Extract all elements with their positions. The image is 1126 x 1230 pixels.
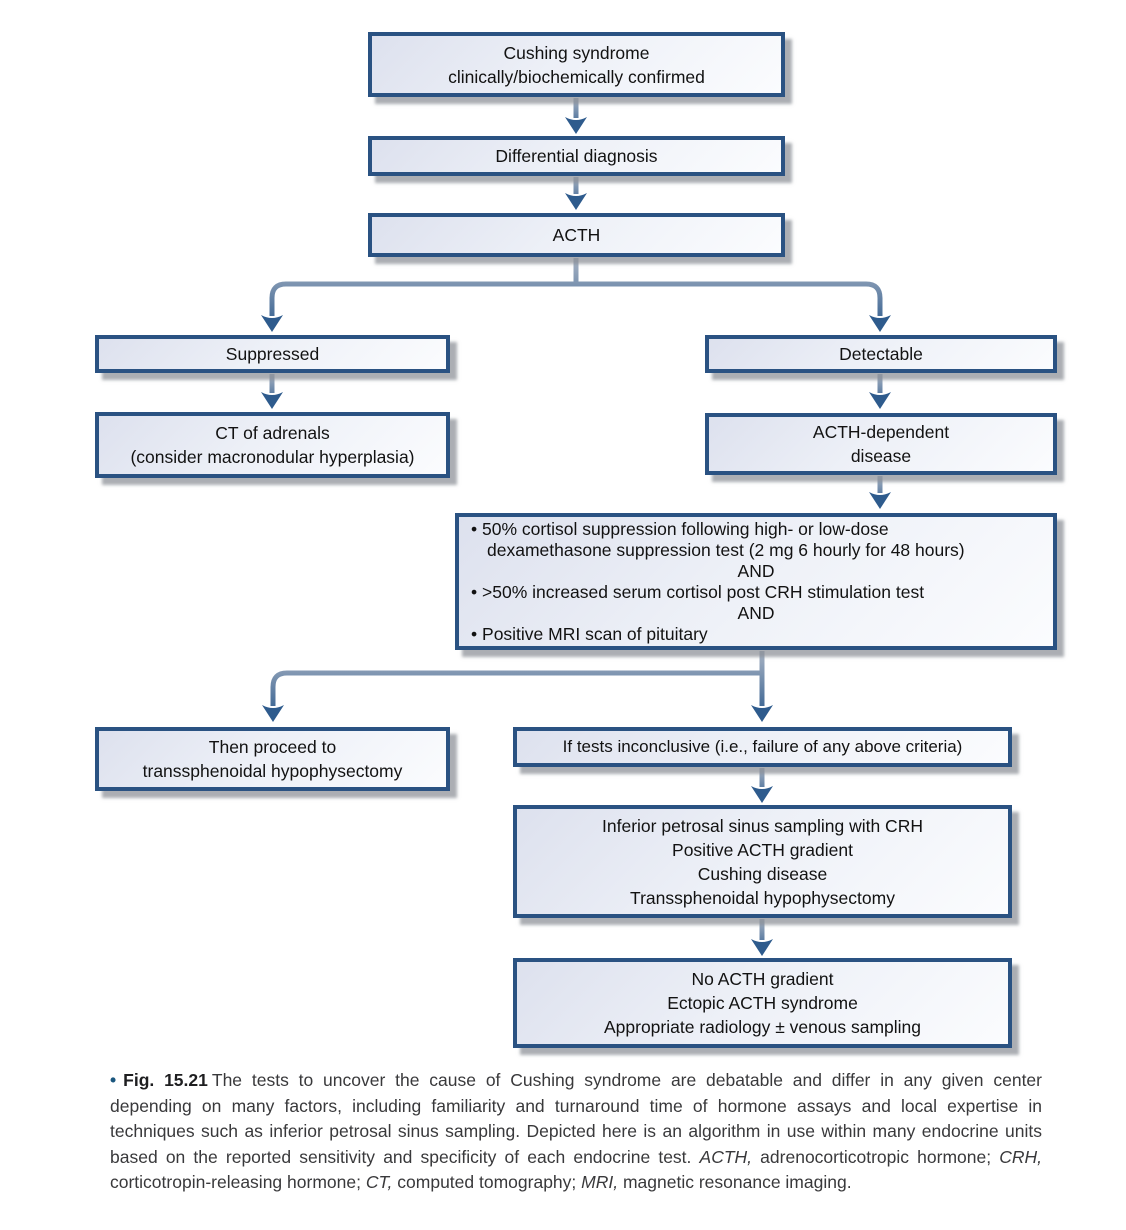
node-line: Positive ACTH gradient: [672, 839, 853, 860]
node-no-acth-gradient: [513, 958, 1012, 1048]
node-if-tests-inconclusive: [513, 727, 1012, 767]
arrowhead: [565, 117, 587, 134]
criteria-item: [471, 582, 1041, 603]
node-line: ACTH-dependent: [812, 422, 950, 442]
node-line: clinically/biochemically confirmed: [448, 66, 705, 87]
node-differential-diagnosis: [368, 136, 785, 176]
figure-caption: [110, 1068, 1042, 1196]
node-suppressed: [95, 335, 450, 373]
arrowhead: [751, 939, 773, 956]
node-acth-dependent-disease: [705, 413, 1057, 475]
node-line: ACTH: [552, 225, 601, 245]
bullet-marker: •: [471, 518, 478, 539]
node-line: Ectopic ACTH syndrome: [667, 993, 858, 1013]
node-acth: [368, 213, 785, 257]
criteria-conjunction: AND: [737, 560, 775, 581]
node-line: No ACTH gradient: [691, 969, 834, 989]
node-line: Suppressed: [225, 344, 320, 364]
arrowhead: [262, 705, 284, 722]
criteria-item-continuation: dexamethasone suppression test (2 mg 6 hourly for 48 hours): [487, 539, 965, 560]
node-detectable: [705, 335, 1057, 373]
node-line: CT of adrenals: [215, 423, 330, 443]
node-petrosal-sinus-sampling: [513, 805, 1012, 918]
criteria-item: [471, 519, 1041, 540]
node-line: Transsphenoidal hypophysectomy: [630, 887, 895, 908]
caption-bullet-icon: •: [110, 1070, 117, 1090]
node-ct-adrenals: [95, 412, 450, 478]
arrowhead: [869, 492, 891, 509]
node-line: Inferior petrosal sinus sampling with CRH: [602, 815, 923, 836]
arrowhead: [261, 315, 283, 332]
criteria-text: Positive MRI scan of pituitary: [482, 623, 708, 644]
criteria-text: >50% increased serum cortisol post CRH stimulation test: [482, 581, 925, 602]
arrowhead: [751, 705, 773, 722]
caption-abbr-definition: magnetic resonance imaging.: [618, 1172, 852, 1192]
node-line: Cushing syndrome: [503, 42, 650, 63]
caption-abbr: CT,: [365, 1172, 393, 1192]
node-line: (consider macronodular hyperplasia): [130, 447, 415, 467]
caption-abbr: MRI,: [581, 1172, 619, 1192]
node-cushing-confirmed: [368, 32, 785, 97]
arrowhead: [869, 315, 891, 332]
node-line: Cushing disease: [697, 863, 828, 884]
node-diagnostic-criteria: [455, 513, 1057, 650]
criteria-item: [471, 624, 1041, 645]
bullet-marker: •: [471, 581, 478, 602]
caption-abbr-definition: corticotropin-releasing hormone;: [110, 1172, 366, 1192]
caption-abbr: CRH,: [999, 1146, 1042, 1167]
caption-abbr-definition: computed tomography;: [392, 1172, 582, 1192]
node-line: Differential diagnosis: [495, 146, 658, 166]
node-line: Then proceed to: [208, 737, 337, 757]
caption-abbr-definition: adrenocorticotropic hormone;: [752, 1146, 1000, 1167]
node-line: transsphenoidal hypophysectomy: [142, 761, 403, 781]
connector-acth-split: [272, 258, 880, 316]
arrowhead: [751, 786, 773, 803]
node-line: Appropriate radiology ± venous sampling: [603, 1017, 921, 1037]
bullet-marker: •: [471, 623, 478, 644]
caption-abbr: ACTH,: [699, 1146, 753, 1167]
node-then-proceed: [95, 727, 450, 791]
node-line: disease: [850, 446, 912, 466]
connector-criteria-split: [273, 651, 762, 706]
criteria-conjunction: AND: [737, 602, 775, 623]
node-line: If tests inconclusive (i.e., failure of any above criteria): [562, 737, 963, 756]
node-line: Detectable: [839, 344, 923, 364]
criteria-text: 50% cortisol suppression following high- or low-dose: [482, 518, 889, 539]
caption-body: The tests to uncover the cause of Cushing syndrome are debatable and differ in any given center depending on many factors, including familiarity and turnaround time of hormone assays and local expertise in techniques such as inferior petrosal sinus sampling. Depicted here is an algorithm in use within many endocrine units based on the reported sensitivity and specificity of each endocrine test.: [110, 1070, 1042, 1167]
arrowhead: [565, 193, 587, 210]
figure-label: Fig. 15.21: [123, 1070, 208, 1090]
arrowhead: [869, 392, 891, 409]
arrowhead: [261, 392, 283, 409]
